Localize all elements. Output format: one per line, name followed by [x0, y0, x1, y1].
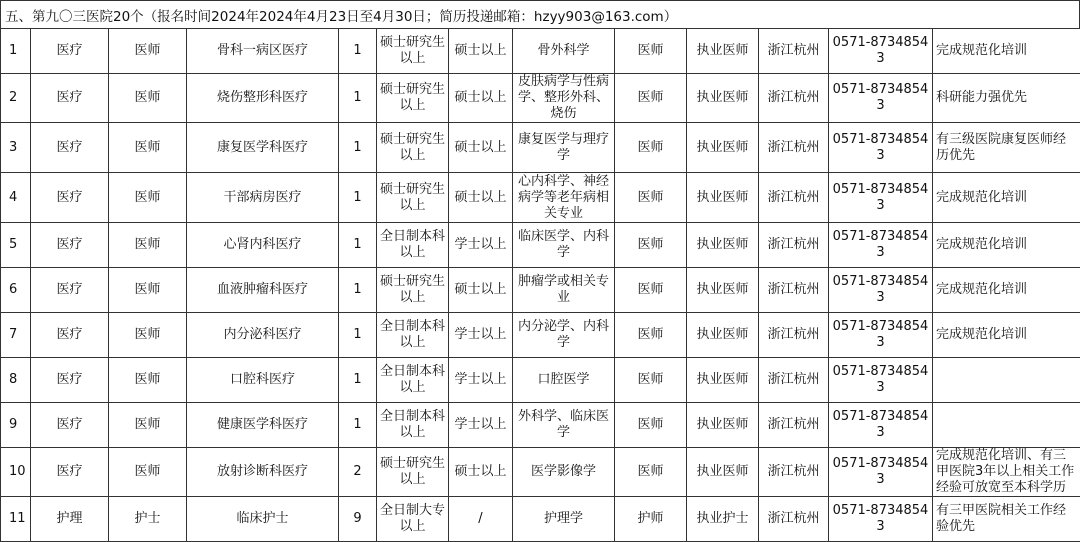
row-number: 9	[1, 403, 31, 448]
title-cell: 医师	[615, 358, 687, 403]
category-cell: 医疗	[31, 313, 109, 358]
location-cell: 浙江杭州	[759, 268, 829, 313]
department-cell: 心肾内科医疗	[187, 223, 339, 268]
row-number: 8	[1, 358, 31, 403]
positions-table	[0, 28, 1080, 542]
education-cell: 硕士研究生以上	[377, 74, 449, 123]
title-cell: 医师	[615, 223, 687, 268]
education-cell: 全日制本科以上	[377, 223, 449, 268]
major-cell: 医学影像学	[513, 448, 615, 497]
department-cell: 烧伤整形科医疗	[187, 74, 339, 123]
degree-cell: 硕士以上	[449, 448, 513, 497]
phone-cell: 0571-87348543	[829, 29, 933, 74]
education-cell: 硕士研究生以上	[377, 268, 449, 313]
major-cell: 临床医学、内科学	[513, 223, 615, 268]
note-cell	[933, 358, 1080, 403]
row-number: 1	[1, 29, 31, 74]
qualification-cell: 执业医师	[687, 29, 759, 74]
table-body	[1, 29, 1080, 542]
education-cell: 硕士研究生以上	[377, 29, 449, 74]
major-cell: 骨外科学	[513, 29, 615, 74]
table-row	[1, 223, 1080, 268]
role-cell: 医师	[109, 403, 187, 448]
major-cell: 康复医学与理疗学	[513, 123, 615, 173]
row-number: 2	[1, 74, 31, 123]
major-cell: 外科学、临床医学	[513, 403, 615, 448]
table-row	[1, 358, 1080, 403]
department-cell: 血液肿瘤科医疗	[187, 268, 339, 313]
department-cell: 放射诊断科医疗	[187, 448, 339, 497]
note-cell: 有三级医院康复医师经历优先	[933, 123, 1080, 173]
major-cell: 口腔医学	[513, 358, 615, 403]
category-cell: 医疗	[31, 173, 109, 223]
table-row	[1, 497, 1080, 542]
qualification-cell: 执业医师	[687, 173, 759, 223]
category-cell: 医疗	[31, 123, 109, 173]
row-number: 3	[1, 123, 31, 173]
qualification-cell: 执业医师	[687, 74, 759, 123]
qualification-cell: 执业医师	[687, 223, 759, 268]
headcount-cell: 1	[339, 403, 377, 448]
note-cell	[933, 403, 1080, 448]
degree-cell: 硕士以上	[449, 29, 513, 74]
note-cell: 有三甲医院相关工作经验优先	[933, 497, 1080, 542]
education-cell: 全日制大专以上	[377, 497, 449, 542]
category-cell: 医疗	[31, 74, 109, 123]
row-number: 7	[1, 313, 31, 358]
degree-cell: 学士以上	[449, 223, 513, 268]
category-cell: 医疗	[31, 358, 109, 403]
major-cell: 皮肤病学与性病学、整形外科、烧伤	[513, 74, 615, 123]
role-cell: 医师	[109, 173, 187, 223]
row-number: 6	[1, 268, 31, 313]
qualification-cell: 执业医师	[687, 358, 759, 403]
role-cell: 医师	[109, 74, 187, 123]
qualification-cell: 执业医师	[687, 313, 759, 358]
location-cell: 浙江杭州	[759, 123, 829, 173]
degree-cell: 学士以上	[449, 313, 513, 358]
degree-cell: /	[449, 497, 513, 542]
note-cell: 完成规范化培训、有三甲医院3年以上相关工作经验可放宽至本科学历	[933, 448, 1080, 497]
location-cell: 浙江杭州	[759, 173, 829, 223]
category-cell: 医疗	[31, 223, 109, 268]
qualification-cell: 执业护士	[687, 497, 759, 542]
role-cell: 医师	[109, 268, 187, 313]
degree-cell: 学士以上	[449, 358, 513, 403]
role-cell: 护士	[109, 497, 187, 542]
headcount-cell: 1	[339, 358, 377, 403]
role-cell: 医师	[109, 29, 187, 74]
degree-cell: 硕士以上	[449, 173, 513, 223]
role-cell: 医师	[109, 123, 187, 173]
major-cell: 护理学	[513, 497, 615, 542]
title-cell: 医师	[615, 403, 687, 448]
phone-cell: 0571-87348543	[829, 223, 933, 268]
note-cell: 完成规范化培训	[933, 223, 1080, 268]
row-number: 4	[1, 173, 31, 223]
department-cell: 干部病房医疗	[187, 173, 339, 223]
degree-cell: 硕士以上	[449, 74, 513, 123]
phone-cell: 0571-87348543	[829, 497, 933, 542]
table-row	[1, 403, 1080, 448]
major-cell: 心内科学、神经病学等老年病相关专业	[513, 173, 615, 223]
location-cell: 浙江杭州	[759, 403, 829, 448]
role-cell: 医师	[109, 313, 187, 358]
section-header	[0, 0, 1080, 28]
major-cell: 内分泌学、内科学	[513, 313, 615, 358]
table-row	[1, 123, 1080, 173]
title-cell: 护师	[615, 497, 687, 542]
phone-cell: 0571-87348543	[829, 173, 933, 223]
headcount-cell: 1	[339, 268, 377, 313]
table-row	[1, 448, 1080, 497]
note-cell: 完成规范化培训	[933, 173, 1080, 223]
category-cell: 护理	[31, 497, 109, 542]
headcount-cell: 1	[339, 123, 377, 173]
department-cell: 临床护士	[187, 497, 339, 542]
title-cell: 医师	[615, 29, 687, 74]
title-cell: 医师	[615, 123, 687, 173]
location-cell: 浙江杭州	[759, 74, 829, 123]
location-cell: 浙江杭州	[759, 313, 829, 358]
note-cell: 完成规范化培训	[933, 313, 1080, 358]
qualification-cell: 执业医师	[687, 123, 759, 173]
row-number: 11	[1, 497, 31, 542]
phone-cell: 0571-87348543	[829, 74, 933, 123]
qualification-cell: 执业医师	[687, 448, 759, 497]
education-cell: 全日制本科以上	[377, 403, 449, 448]
location-cell: 浙江杭州	[759, 448, 829, 497]
headcount-cell: 1	[339, 29, 377, 74]
title-cell: 医师	[615, 74, 687, 123]
phone-cell: 0571-87348543	[829, 358, 933, 403]
education-cell: 硕士研究生以上	[377, 448, 449, 497]
role-cell: 医师	[109, 223, 187, 268]
row-number: 10	[1, 448, 31, 497]
note-cell: 完成规范化培训	[933, 29, 1080, 74]
education-cell: 全日制本科以上	[377, 313, 449, 358]
headcount-cell: 1	[339, 223, 377, 268]
table-row	[1, 74, 1080, 123]
degree-cell: 硕士以上	[449, 268, 513, 313]
title-cell: 医师	[615, 173, 687, 223]
note-cell: 完成规范化培训	[933, 268, 1080, 313]
degree-cell: 学士以上	[449, 403, 513, 448]
category-cell: 医疗	[31, 29, 109, 74]
row-number: 5	[1, 223, 31, 268]
qualification-cell: 执业医师	[687, 403, 759, 448]
phone-cell: 0571-87348543	[829, 403, 933, 448]
department-cell: 口腔科医疗	[187, 358, 339, 403]
phone-cell: 0571-87348543	[829, 268, 933, 313]
department-cell: 内分泌科医疗	[187, 313, 339, 358]
table-row	[1, 313, 1080, 358]
category-cell: 医疗	[31, 448, 109, 497]
headcount-cell: 2	[339, 448, 377, 497]
headcount-cell: 1	[339, 173, 377, 223]
department-cell: 健康医学科医疗	[187, 403, 339, 448]
category-cell: 医疗	[31, 268, 109, 313]
title-cell: 医师	[615, 268, 687, 313]
education-cell: 硕士研究生以上	[377, 123, 449, 173]
role-cell: 医师	[109, 358, 187, 403]
role-cell: 医师	[109, 448, 187, 497]
table-row	[1, 173, 1080, 223]
note-cell: 科研能力强优先	[933, 74, 1080, 123]
location-cell: 浙江杭州	[759, 29, 829, 74]
section-title: 五、第九〇三医院20个（报名时间2024年2024年4月23日至4月30日；简历投递邮箱：hzyy903@163.com）	[5, 5, 677, 25]
table-row	[1, 268, 1080, 313]
phone-cell: 0571-87348543	[829, 448, 933, 497]
category-cell: 医疗	[31, 403, 109, 448]
headcount-cell: 1	[339, 313, 377, 358]
location-cell: 浙江杭州	[759, 223, 829, 268]
department-cell: 康复医学科医疗	[187, 123, 339, 173]
location-cell: 浙江杭州	[759, 497, 829, 542]
qualification-cell: 执业医师	[687, 268, 759, 313]
headcount-cell: 9	[339, 497, 377, 542]
education-cell: 全日制本科以上	[377, 358, 449, 403]
department-cell: 骨科一病区医疗	[187, 29, 339, 74]
phone-cell: 0571-87348543	[829, 123, 933, 173]
headcount-cell: 1	[339, 74, 377, 123]
major-cell: 肿瘤学或相关专业	[513, 268, 615, 313]
title-cell: 医师	[615, 448, 687, 497]
location-cell: 浙江杭州	[759, 358, 829, 403]
degree-cell: 硕士以上	[449, 123, 513, 173]
education-cell: 硕士研究生以上	[377, 173, 449, 223]
phone-cell: 0571-87348543	[829, 313, 933, 358]
table-row	[1, 29, 1080, 74]
title-cell: 医师	[615, 313, 687, 358]
